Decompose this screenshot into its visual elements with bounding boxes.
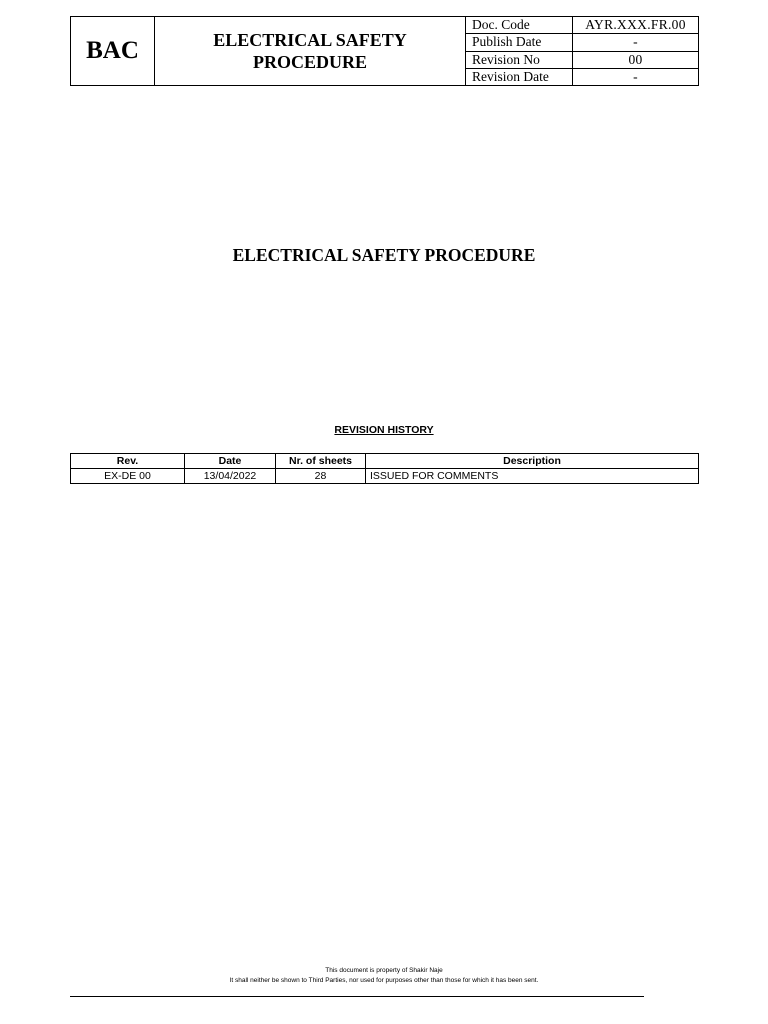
- column-header-description: Description: [366, 454, 699, 469]
- document-header: [70, 16, 699, 86]
- cell-rev: EX-DE 00: [71, 469, 185, 484]
- cell-date: 13/04/2022: [185, 469, 276, 484]
- revision-history-table: [70, 453, 699, 484]
- cell-sheets: 28: [276, 469, 366, 484]
- column-header-sheets: Nr. of sheets: [276, 454, 366, 469]
- header-title-line1: ELECTRICAL SAFETY: [213, 30, 407, 50]
- meta-label: Revision Date: [466, 69, 573, 85]
- footer-divider: [70, 996, 644, 997]
- meta-row-revision-no: [466, 52, 698, 69]
- meta-label: Revision No: [466, 52, 573, 68]
- meta-label: Doc. Code: [466, 17, 573, 33]
- table-row: [71, 469, 699, 484]
- header-title: [155, 17, 466, 85]
- column-header-rev: Rev.: [71, 454, 185, 469]
- company-logo: [71, 17, 155, 85]
- meta-value: -: [633, 68, 638, 84]
- meta-value: AYR.XXX.FR.00: [585, 17, 686, 33]
- table-header-row: [71, 454, 699, 469]
- footer-line2: It shall neither be shown to Third Parties, nor used for purposes other than those for which it has been sent.: [229, 977, 539, 984]
- document-meta-table: [466, 17, 698, 85]
- cell-description: ISSUED FOR COMMENTS: [366, 469, 699, 484]
- column-header-date: Date: [185, 454, 276, 469]
- meta-value: 00: [628, 51, 643, 67]
- document-footer: [0, 966, 768, 986]
- document-title: ELECTRICAL SAFETY PROCEDURE: [232, 245, 536, 265]
- header-title-line2: PROCEDURE: [252, 52, 367, 72]
- meta-row-revision-date: [466, 69, 698, 85]
- revision-history-heading: REVISION HISTORY: [334, 424, 434, 436]
- logo-text: BAC: [86, 37, 139, 64]
- meta-row-doc-code: [466, 17, 698, 34]
- meta-label: Publish Date: [466, 34, 573, 50]
- footer-line1: This document is property of Shakir Naje: [325, 967, 443, 974]
- meta-row-publish-date: [466, 34, 698, 51]
- meta-value: -: [633, 34, 638, 50]
